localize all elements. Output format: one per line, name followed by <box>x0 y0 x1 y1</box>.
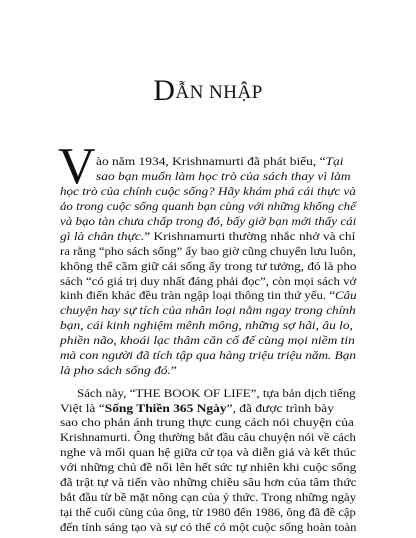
p2-line-2-bold: Sống Thiền 365 Ngày <box>104 400 227 415</box>
p1-line-15 <box>60 362 177 378</box>
p1-line-2: sao bạn muốn làm học trò của sách thay vì làm <box>96 168 351 183</box>
p1-line-6-text: ” Krishnamurti thường nhắc nhở và chỉ <box>144 228 356 243</box>
p1-line-1-italic: Tại <box>325 154 344 168</box>
p1-line-9: sách “có giá trị duy nhất đáng phải đọc”, còn mọi sách vở <box>60 273 357 288</box>
p1-line-8: không thể cầm giữ cái sống ấy trong tư tưởng, đó là pho <box>60 258 357 273</box>
p1-line-13: phiền não, khoái lạc thâm căn cố đế cùng mọi niềm tin <box>60 333 355 348</box>
chapter-title-rest: ẪN NHẬP <box>175 82 263 103</box>
p1-line-10-text: kinh điển khác đều tràn ngập loại thông tin thứ yếu. “ <box>60 288 336 303</box>
p1-line-1-text: ào năm 1934, Krishnamurti đã phát biểu, “ <box>96 154 326 168</box>
p2-line-10: đến tính sáng tạo và sự có thể có một cuộc sống hoàn toàn <box>60 520 357 534</box>
p2-line-2-text-b: ”, đã được trình bày <box>226 400 334 415</box>
p2-line-2 <box>60 400 334 416</box>
p2-line-6: với những chủ đề nổi lên hết sức tự nhiên khi cuộc sống <box>60 460 357 475</box>
chapter-title-initial: D <box>153 74 176 107</box>
p1-line-10 <box>60 287 357 303</box>
p1-line-15-italic: là pho sách sống đó. <box>60 363 171 378</box>
p1-line-15-text: ” <box>170 363 177 378</box>
p1-line-14: mà con người đã tích tập qua hàng triệu triệu năm. Bạn <box>60 348 356 363</box>
drop-cap: V <box>58 138 96 195</box>
p2-line-8: bắt đầu từ bề mặt nông cạn của ý thức. Trong những ngày <box>60 490 357 505</box>
p2-line-5: nghe và mối quan hệ giữa cử tọa và diễn giả và kết thúc <box>60 445 356 460</box>
p1-line-5: và bạo tàn chưa chấp trong đó, bấy giờ bạn mới thấy cái <box>60 213 357 228</box>
chapter-title <box>0 76 416 108</box>
p2-line-7: đã trật tự và tiến vào những chiều sâu hơn của tâm thức <box>60 475 357 490</box>
p2-line-4: Krishnamurti. Ông thường bắt đầu câu chuyện nói về cách <box>60 430 356 445</box>
p1-line-6-italic: gì là chân thực. <box>60 228 145 243</box>
p1-line-4: ảo trong cuộc sống quanh bạn cùng với những khống chế <box>60 198 356 213</box>
p2-line-2-text-a: Việt là “ <box>60 400 105 415</box>
p1-line-1 <box>96 153 343 169</box>
p2-line-3: sao cho phản ánh trung thực cung cách nói chuyện của <box>60 415 354 430</box>
p1-line-10-italic: Câu <box>335 288 357 303</box>
p1-line-12: bạn, cái kinh nghiệm mênh mông, những sợ hãi, âu lo, <box>60 318 353 333</box>
p1-line-11: chuyện hay sự tích của nhân loại nằm ngay trong chính <box>60 303 356 318</box>
p1-line-3: học trò của chính cuộc sống? Hãy khám phá cái thực và <box>60 183 356 198</box>
p2-line-9: tại thế cuối cùng của ông, từ 1980 đến 1986, ông đã đề cập <box>60 505 356 520</box>
p2-line-1: Sách này, “THE BOOK OF LIFE”, tựa bản dịch tiếng <box>77 385 356 400</box>
p1-line-7: ra rằng “pho sách sống” ấy bao giờ cũng chuyển lưu luôn, <box>60 243 356 258</box>
p1-line-6 <box>60 228 355 244</box>
